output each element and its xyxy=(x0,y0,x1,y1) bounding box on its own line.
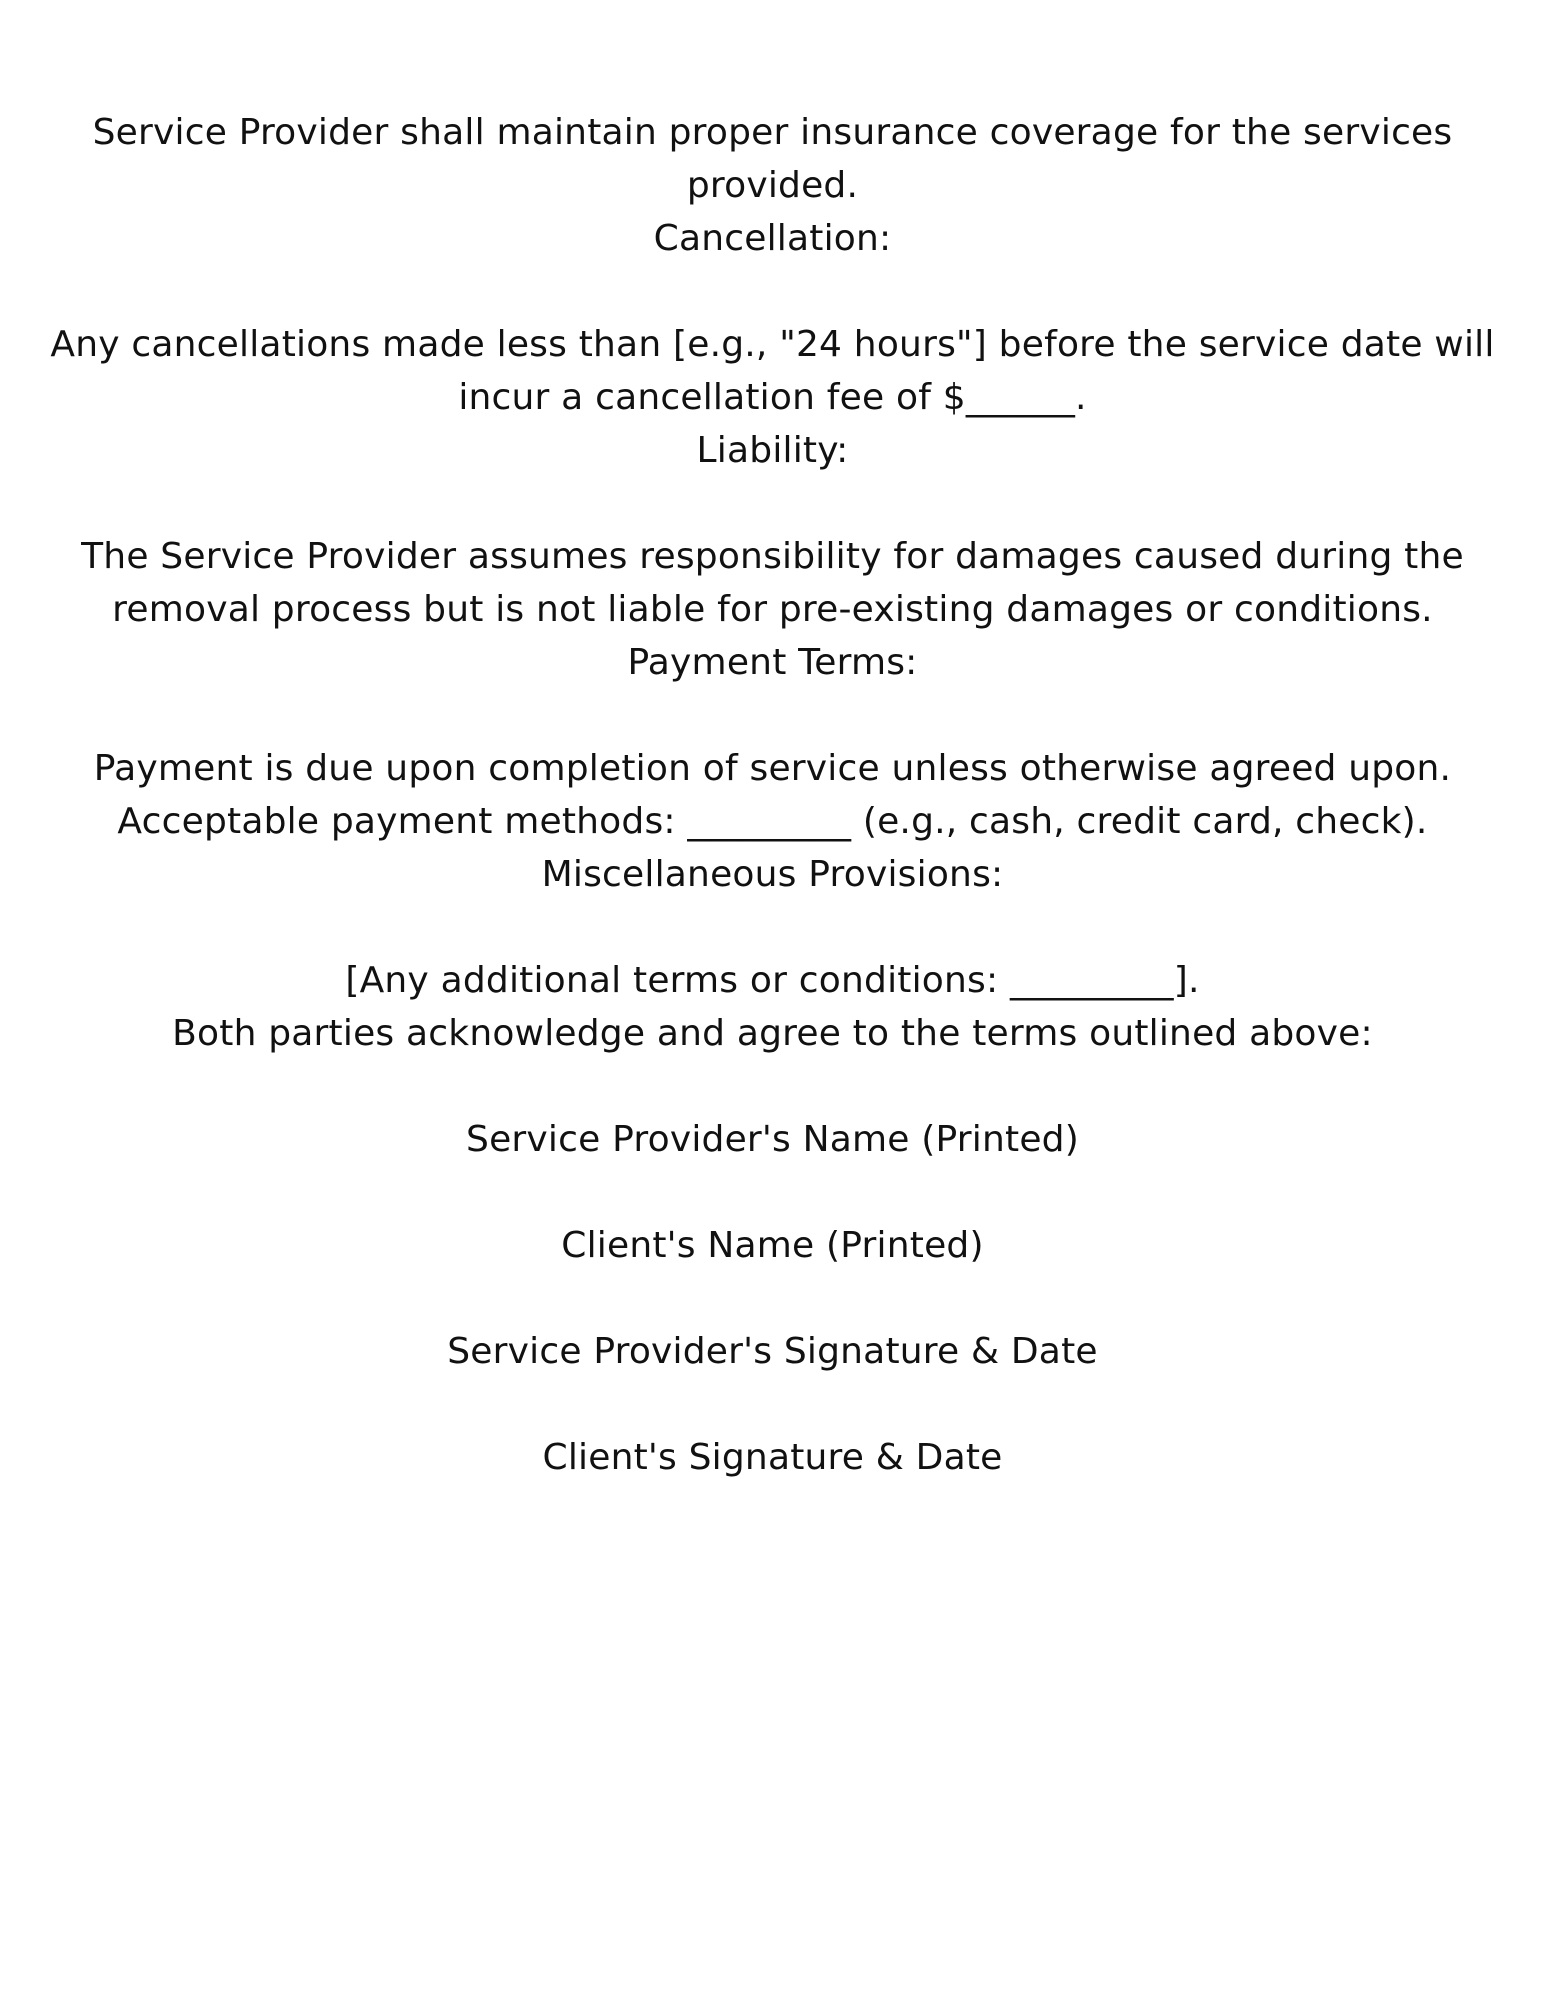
client-name-label: Client's Name (Printed) xyxy=(561,1225,984,1266)
cancellation-paragraph-line-1: Any cancellations made less than [e.g., "24 hours"] before the service date will xyxy=(50,324,1495,365)
spacer xyxy=(40,1272,1505,1325)
provider-signature-label: Service Provider's Signature & Date xyxy=(447,1331,1098,1372)
misc-paragraph: [Any additional terms or conditions: _________]. xyxy=(345,960,1200,1001)
spacer xyxy=(40,1060,1505,1113)
payment-heading: Payment Terms: xyxy=(627,642,918,683)
document-body xyxy=(40,106,1505,1484)
spacer xyxy=(40,901,1505,954)
insurance-paragraph: Service Provider shall maintain proper insurance coverage for the services provided. xyxy=(92,112,1453,206)
payment-paragraph-line-2: Acceptable payment methods: _________ (e.g., cash, credit card, check). xyxy=(117,801,1428,842)
misc-heading: Miscellaneous Provisions: xyxy=(541,854,1004,895)
liability-paragraph-line-1: The Service Provider assumes responsibility for damages caused during the xyxy=(81,536,1464,577)
spacer xyxy=(40,477,1505,530)
provider-name-label: Service Provider's Name (Printed) xyxy=(466,1119,1079,1160)
client-signature-label: Client's Signature & Date xyxy=(542,1437,1003,1478)
liability-paragraph-line-2: removal process but is not liable for pre-existing damages or conditions. xyxy=(112,589,1433,630)
liability-heading: Liability: xyxy=(696,430,849,471)
acknowledgement-text: Both parties acknowledge and agree to the terms outlined above: xyxy=(172,1013,1373,1054)
spacer xyxy=(40,265,1505,318)
payment-paragraph-line-1: Payment is due upon completion of service unless otherwise agreed upon. xyxy=(93,748,1452,789)
cancellation-paragraph-line-2: incur a cancellation fee of $______. xyxy=(458,377,1087,418)
spacer xyxy=(40,1166,1505,1219)
spacer xyxy=(40,689,1505,742)
cancellation-heading: Cancellation: xyxy=(653,218,892,259)
spacer xyxy=(40,1378,1505,1431)
